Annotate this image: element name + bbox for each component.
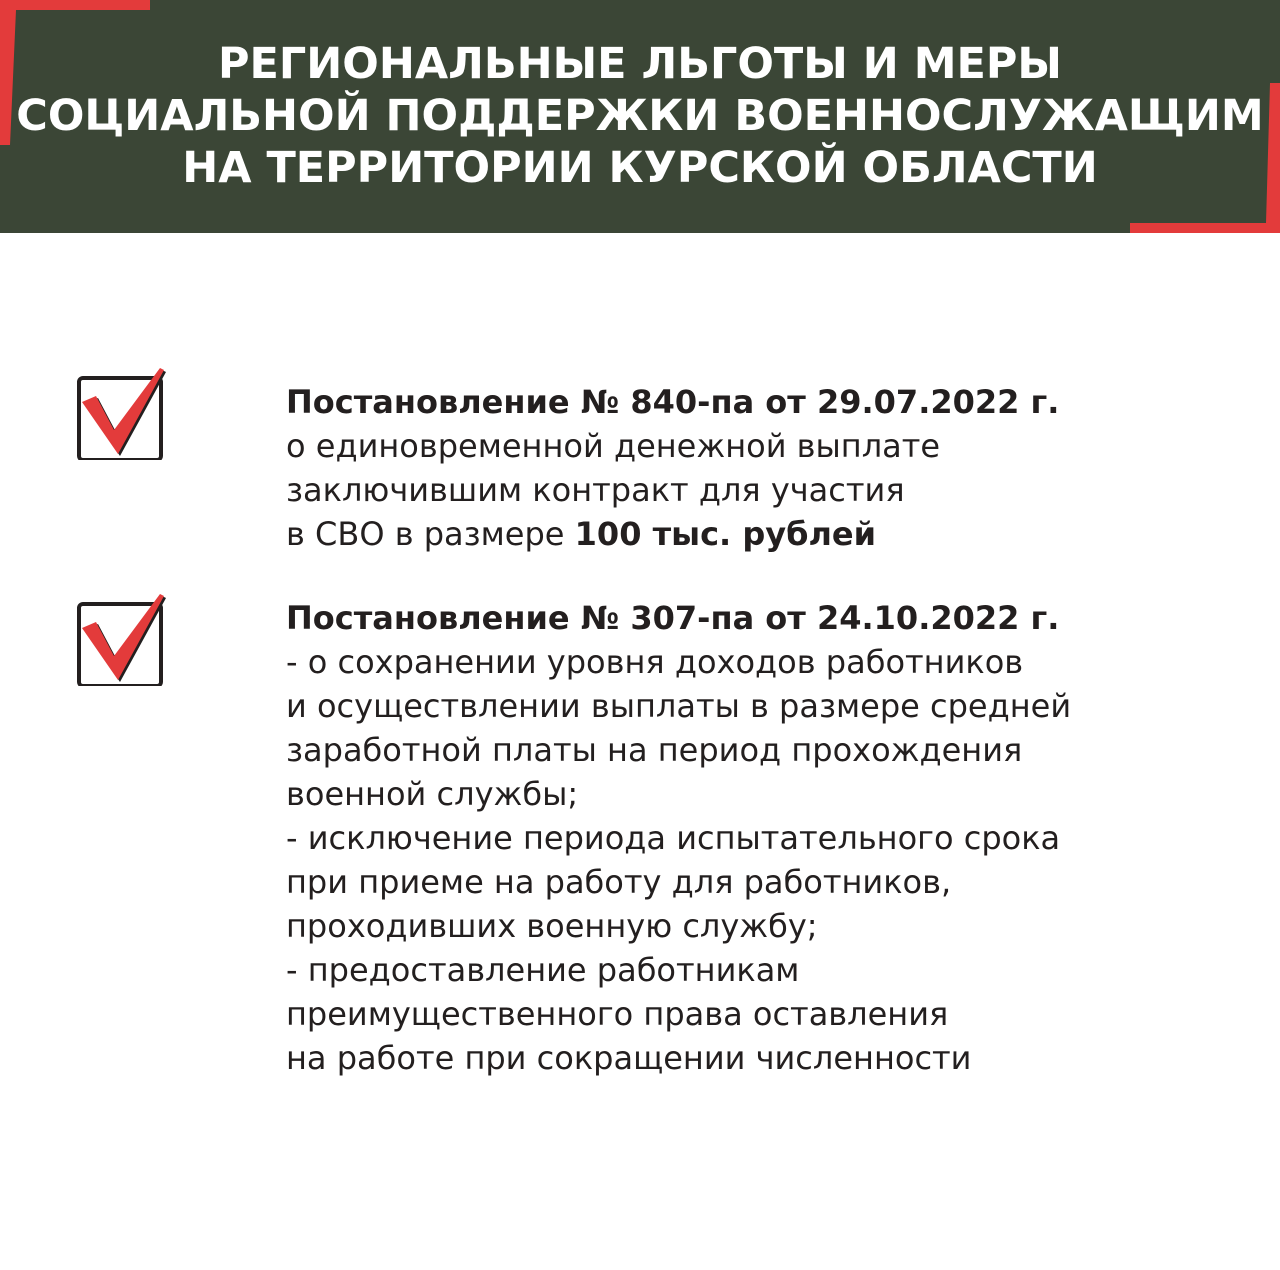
decree-line-last [286,512,1246,556]
title-line: РЕГИОНАЛЬНЫЕ ЛЬГОТЫ И МЕРЫ [218,39,1062,89]
decree-line: - о сохранении уровня доходов работников [286,643,1024,681]
decree-title: Постановление № 840-па от 29.07.2022 г. [286,383,1060,421]
decree-line: - предоставление работникам [286,951,800,989]
decree-line: заработной платы на период прохождения [286,731,1023,769]
decree-840-text [286,380,1246,556]
decree-title: Постановление № 307-па от 24.10.2022 г. [286,599,1060,637]
decree-line: военной службы; [286,775,579,813]
page-title [0,38,1280,194]
decree-line: проходивших военную службу; [286,907,818,945]
decree-line: и осуществлении выплаты в размере средней [286,687,1072,725]
decree-line: при приеме на работу для работников, [286,863,952,901]
header-banner [0,0,1280,233]
checkmark-icon [76,368,168,460]
title-line: СОЦИАЛЬНОЙ ПОДДЕРЖКИ ВОЕННОСЛУЖАЩИМ [16,91,1264,141]
title-line: НА ТЕРРИТОРИИ КУРСКОЙ ОБЛАСТИ [182,143,1098,193]
checkmark-icon [76,594,168,686]
decree-line: преимущественного права оставления [286,995,949,1033]
decree-line: на работе при сокращении численности [286,1039,972,1077]
decree-line: - исключение периода испытательного срока [286,819,1061,857]
decree-line: заключившим контракт для участия [286,471,905,509]
decree-307-text [286,596,1246,1080]
payment-amount: 100 тыс. рублей [574,515,877,553]
decree-line-prefix: в СВО в размере [286,515,575,553]
decree-line: о единовременной денежной выплате [286,427,941,465]
